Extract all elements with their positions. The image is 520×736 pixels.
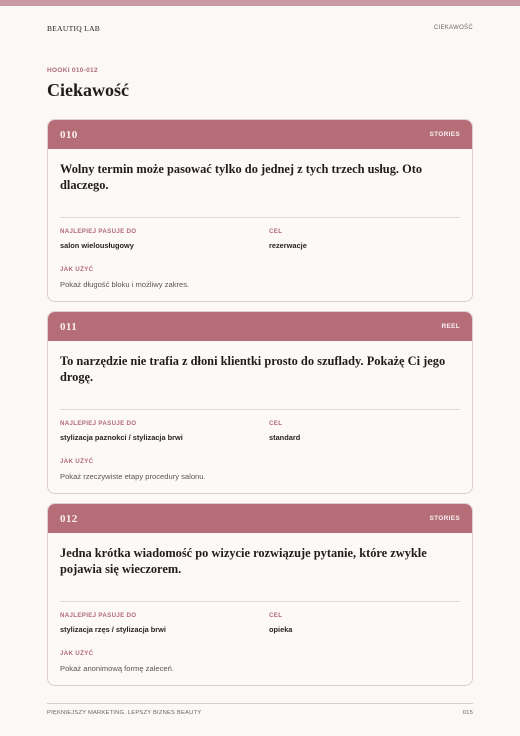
format-badge: STORIES <box>429 131 460 138</box>
goal-label: CEL <box>269 228 283 235</box>
goal-label: CEL <box>269 420 283 427</box>
best-fit-value: stylizacja paznokci / stylizacja brwi <box>60 433 183 442</box>
goal-label: CEL <box>269 612 283 619</box>
goal-value: rezerwacje <box>269 241 307 250</box>
best-fit-value: salon wielousługowy <box>60 241 134 250</box>
usage-text: Pokaż anonimową formę zaleceń. <box>60 664 174 673</box>
card-header <box>48 504 472 533</box>
usage-label: JAK UŻYĆ <box>60 266 94 273</box>
usage-text: Pokaż rzeczywiste etapy procedury salonu. <box>60 472 206 481</box>
usage-label: JAK UŻYĆ <box>60 458 94 465</box>
hook-text: Wolny termin może pasować tylko do jednej z tych trzech usług. Oto dlaczego. <box>60 162 423 192</box>
top-accent-bar <box>0 0 520 6</box>
card-header <box>48 120 472 149</box>
format-badge: STORIES <box>429 515 460 522</box>
card-number: 011 <box>60 320 78 333</box>
card-header <box>48 312 472 341</box>
usage-label: JAK UŻYĆ <box>60 650 94 657</box>
format-badge: REEL <box>441 323 460 330</box>
page-header <box>47 22 473 34</box>
footer-divider <box>47 703 473 704</box>
best-fit-label: NAJLEPIEJ PASUJE DO <box>60 228 137 235</box>
card-number: 012 <box>60 512 78 525</box>
card-number: 010 <box>60 128 78 141</box>
footer-tagline: PIĘKNIEJSZY MARKETING. LEPSZY BIZNES BEAUTY <box>47 710 202 716</box>
hook-range-label: HOOKI 010-012 <box>47 67 98 74</box>
goal-value: standard <box>269 433 301 442</box>
hook-text: To narzędzie nie trafia z dłoni klientki prosto do szuflady. Pokażę Ci jego drogę. <box>60 354 446 384</box>
goal-value: opieka <box>269 625 293 634</box>
usage-text: Pokaż długość bloku i możliwy zakres. <box>60 280 190 289</box>
page-footer <box>47 710 473 716</box>
section-tag: CIEKAWOŚĆ <box>433 25 473 31</box>
hook-text: Jedna krótka wiadomość po wizycie rozwiązuje pytanie, które zwykle pojawia się wieczorem. <box>60 546 427 576</box>
card-divider <box>60 601 460 602</box>
brand-name: BEAUTIQ LAB <box>47 23 101 33</box>
page-title: Ciekawość <box>47 80 129 100</box>
card-divider <box>60 409 460 410</box>
hook-card <box>47 119 473 302</box>
best-fit-label: NAJLEPIEJ PASUJE DO <box>60 612 137 619</box>
best-fit-value: stylizacja rzęs / stylizacja brwi <box>60 625 166 634</box>
hook-card <box>47 311 473 494</box>
hook-card <box>47 503 473 686</box>
page-number: 015 <box>462 710 473 716</box>
best-fit-label: NAJLEPIEJ PASUJE DO <box>60 420 137 427</box>
card-divider <box>60 217 460 218</box>
